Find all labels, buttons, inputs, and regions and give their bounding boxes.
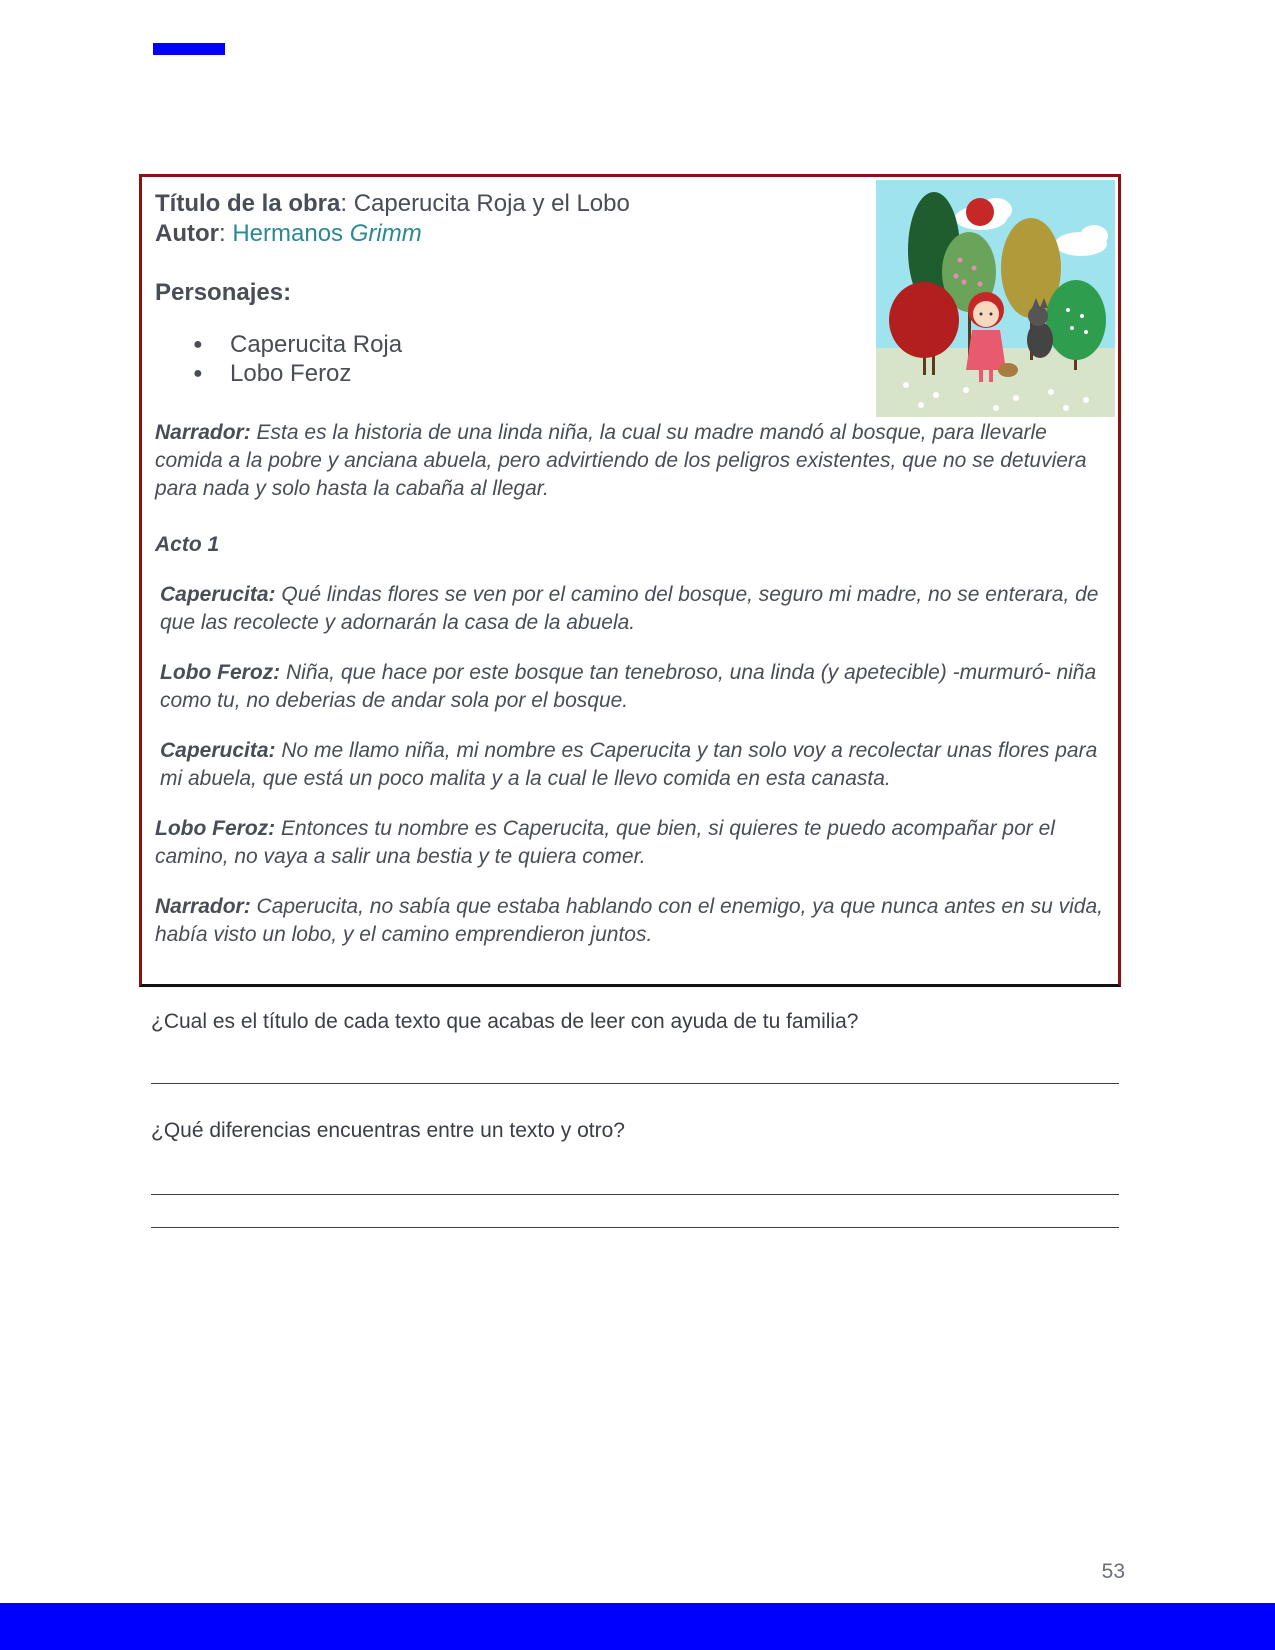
red-riding-hood-illustration (876, 180, 1115, 417)
dialogue-text: Esta es la historia de una linda niña, la cual su madre mandó al bosque, para llevarle comida a la pobre y anciana abuela, pero advirtiendo de los peligros existentes, que no se detuviera para nada y solo hasta la cabaña al llegar. (155, 421, 1087, 500)
dialogue-line (155, 893, 1105, 949)
dialogue-line (155, 659, 1105, 715)
work-author: Autor: Hermanos Grimm (155, 220, 422, 247)
speaker-label: Caperucita: (160, 583, 276, 606)
author-value: Hermanos (232, 220, 350, 247)
question-1: ¿Cual es el título de cada texto que acabas de leer con ayuda de tu familia? (151, 1010, 859, 1033)
dialogue-text: No me llamo niña, mi nombre es Caperucita y tan solo voy a recolectar unas flores para mi abuela, que está un poco malita y a la cual le llevo comida en esta canasta. (160, 739, 1098, 790)
author-value-italic: Grimm (349, 220, 422, 247)
dialogue-line (155, 815, 1105, 871)
speaker-label: Lobo Feroz: (155, 817, 276, 840)
dialogue-line (155, 581, 1105, 637)
work-title: Título de la obra: Caperucita Roja y el Lobo (155, 190, 630, 217)
story-box (139, 174, 1121, 987)
speaker-label: Narrador: (155, 895, 251, 918)
dialogue-text: Niña, que hace por este bosque tan tenebroso, una linda (y apetecible) -murmuró- niña como tu, no deberias de andar sola por el bosque. (160, 661, 1097, 712)
title-label: Título de la obra (155, 190, 341, 217)
page-number: 53 (1101, 1560, 1125, 1583)
bullet-icon: ● (193, 336, 203, 353)
title-value: Caperucita Roja y el Lobo (353, 190, 630, 217)
bottom-bar (0, 1603, 1275, 1650)
list-item: ● Caperucita Roja (193, 331, 403, 358)
dialogue-text: Entonces tu nombre es Caperucita, que bien, si quieres te puedo acompañar por el camino, no vaya a salir una bestia y te quiera comer. (155, 817, 1055, 868)
speaker-label: Lobo Feroz: (160, 661, 281, 684)
bullet-icon: ● (193, 365, 203, 382)
answer-line[interactable] (151, 1227, 1119, 1228)
answer-line[interactable] (151, 1083, 1119, 1084)
act-heading: Acto 1 (155, 533, 220, 556)
dialogue-text: Caperucita, no sabía que estaba hablando con el enemigo, ya que nunca antes en su vida, había visto un lobo, y el camino emprendieron juntos. (155, 895, 1103, 946)
answer-line[interactable] (151, 1194, 1119, 1195)
narrator-intro (155, 419, 1105, 503)
speaker-label: Narrador: (155, 421, 251, 444)
list-item: ● Lobo Feroz (193, 360, 352, 387)
top-accent-bar (153, 43, 225, 55)
dialogue-line (155, 737, 1105, 793)
question-2: ¿Qué diferencias encuentras entre un texto y otro? (151, 1119, 625, 1142)
dialogue-text: Qué lindas flores se ven por el camino del bosque, seguro mi madre, no se enterara, de que las recolecte y adornarán la casa de la abuela. (160, 583, 1099, 634)
author-label: Autor (155, 220, 219, 247)
speaker-label: Caperucita: (160, 739, 276, 762)
characters-heading: Personajes: (155, 279, 292, 306)
